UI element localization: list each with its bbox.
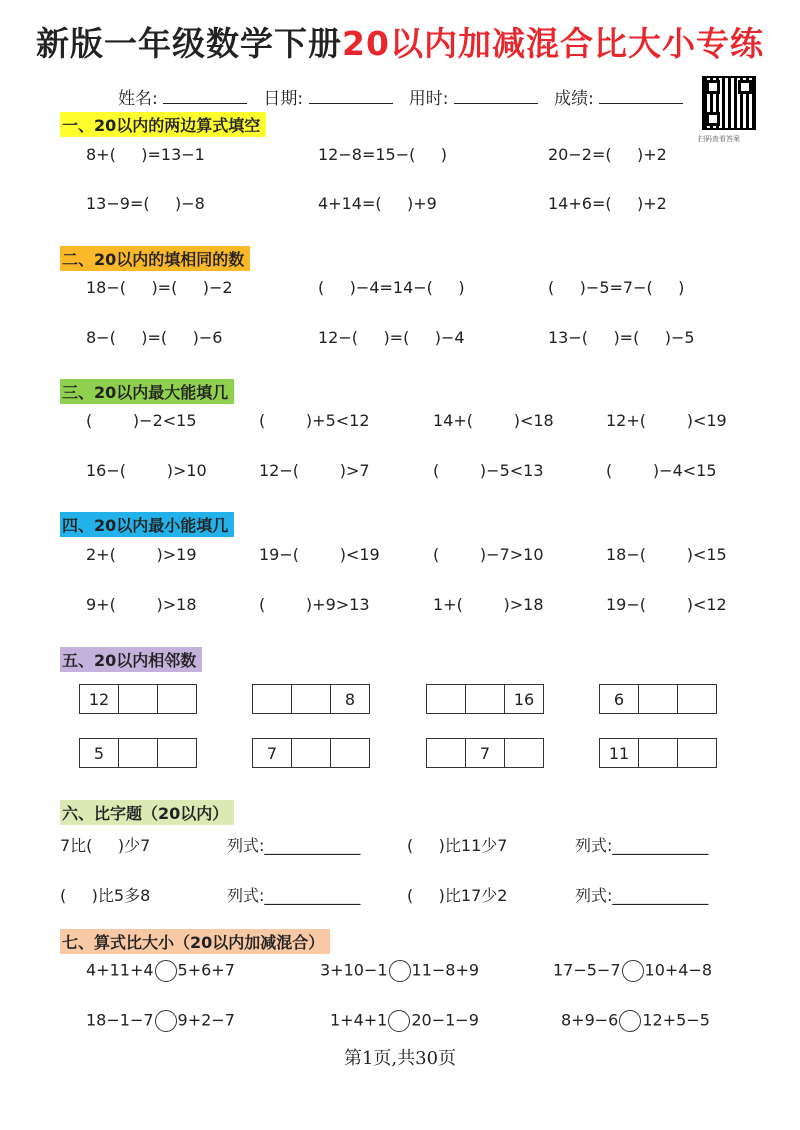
number-box[interactable]: 11	[599, 738, 639, 768]
number-box[interactable]	[638, 684, 678, 714]
problem: ( )−4=14−( )	[318, 278, 465, 297]
number-box[interactable]: 16	[504, 684, 544, 714]
problem: 16−( )>10	[86, 461, 207, 480]
compare-circle[interactable]	[388, 1010, 410, 1032]
equation-blank[interactable]: 列式:____________	[227, 836, 361, 855]
qr-caption: 扫码查看答案	[698, 135, 740, 143]
word-problem: ( )比5多8	[60, 886, 151, 905]
neighbor-boxes	[80, 738, 197, 768]
section-5-title: 五、20以内相邻数	[60, 647, 202, 672]
problem: ( )−2<15	[86, 411, 197, 430]
word-problem: 7比( )少7	[60, 836, 151, 855]
number-box[interactable]	[157, 738, 197, 768]
date-field[interactable]	[309, 89, 393, 104]
number-box[interactable]: 12	[79, 684, 119, 714]
neighbor-boxes	[427, 738, 544, 768]
neighbor-boxes	[253, 738, 370, 768]
problem: ( )−5<13	[433, 461, 544, 480]
compare-problem: 8+9−6 12+5−5	[561, 1010, 710, 1032]
problem: 19−( )<12	[606, 595, 727, 614]
problem: ( )−7>10	[433, 545, 544, 564]
compare-circle[interactable]	[389, 960, 411, 982]
compare-problem: 18−1−7 9+2−7	[86, 1010, 235, 1032]
equation-blank[interactable]: 列式:____________	[227, 886, 361, 905]
compare-circle[interactable]	[619, 1010, 641, 1032]
compare-problem: 1+4+1 20−1−9	[330, 1010, 479, 1032]
number-box[interactable]	[677, 738, 717, 768]
name-field[interactable]	[163, 89, 247, 104]
number-box[interactable]	[426, 684, 466, 714]
compare-problem: 3+10−1 11−8+9	[320, 960, 479, 982]
problem: ( )+5<12	[259, 411, 370, 430]
problem: 4+14=( )+9	[318, 194, 437, 213]
number-box[interactable]	[291, 738, 331, 768]
problem: ( )−4<15	[606, 461, 717, 480]
problem: 12−8=15−( )	[318, 145, 448, 164]
problem: 8+( )=13−1	[86, 145, 205, 164]
equation-blank[interactable]: 列式:____________	[575, 886, 709, 905]
compare-problem: 17−5−7 10+4−8	[553, 960, 712, 982]
neighbor-boxes	[600, 684, 717, 714]
number-box[interactable]	[330, 738, 370, 768]
problem: 20−2=( )+2	[548, 145, 667, 164]
neighbor-boxes	[80, 684, 197, 714]
problem: 14+( )<18	[433, 411, 554, 430]
number-box[interactable]	[504, 738, 544, 768]
problem: ( )+9>13	[259, 595, 370, 614]
qr-code	[702, 76, 756, 130]
time-field[interactable]	[454, 89, 538, 104]
number-box[interactable]	[638, 738, 678, 768]
problem: 8−( )=( )−6	[86, 328, 223, 347]
problem: 13−( )=( )−5	[548, 328, 695, 347]
word-problem: ( )比11少7	[407, 836, 508, 855]
number-box[interactable]: 8	[330, 684, 370, 714]
problem: 13−9=( )−8	[86, 194, 205, 213]
equation-blank[interactable]: 列式:____________	[575, 836, 709, 855]
number-box[interactable]	[291, 684, 331, 714]
number-box[interactable]	[252, 684, 292, 714]
number-box[interactable]	[118, 684, 158, 714]
number-box[interactable]: 5	[79, 738, 119, 768]
problem: 18−( )=( )−2	[86, 278, 233, 297]
problem: 14+6=( )+2	[548, 194, 667, 213]
student-info: 姓名: 日期: 用时: 成绩:	[118, 84, 683, 109]
number-box[interactable]	[426, 738, 466, 768]
problem: 12−( )>7	[259, 461, 370, 480]
problem: 9+( )>18	[86, 595, 197, 614]
neighbor-boxes	[600, 738, 717, 768]
problem: 2+( )>19	[86, 545, 197, 564]
problem: 12−( )=( )−4	[318, 328, 465, 347]
compare-circle[interactable]	[155, 960, 177, 982]
number-box[interactable]: 7	[252, 738, 292, 768]
neighbor-boxes	[253, 684, 370, 714]
number-box[interactable]: 6	[599, 684, 639, 714]
score-field[interactable]	[599, 89, 683, 104]
section-7-title: 七、算式比大小（20以内加减混合）	[60, 929, 330, 954]
neighbor-boxes	[427, 684, 544, 714]
number-box[interactable]: 7	[465, 738, 505, 768]
page-title: 新版一年级数学下册20以内加减混合比大小专练	[36, 24, 764, 63]
page-footer: 第1页,共30页	[343, 1048, 457, 1069]
compare-circle[interactable]	[622, 960, 644, 982]
number-box[interactable]	[677, 684, 717, 714]
number-box[interactable]	[118, 738, 158, 768]
number-box[interactable]	[157, 684, 197, 714]
problem: 1+( )>18	[433, 595, 544, 614]
section-2-title: 二、20以内的填相同的数	[60, 246, 250, 271]
compare-problem: 4+11+4 5+6+7	[86, 960, 235, 982]
problem: 18−( )<15	[606, 545, 727, 564]
problem: 12+( )<19	[606, 411, 727, 430]
section-6-title: 六、比字题（20以内）	[60, 800, 234, 825]
word-problem: ( )比17少2	[407, 886, 508, 905]
section-1-title: 一、20以内的两边算式填空	[60, 112, 266, 137]
section-3-title: 三、20以内最大能填几	[60, 379, 234, 404]
number-box[interactable]	[465, 684, 505, 714]
problem: 19−( )<19	[259, 545, 380, 564]
compare-circle[interactable]	[155, 1010, 177, 1032]
problem: ( )−5=7−( )	[548, 278, 685, 297]
section-4-title: 四、20以内最小能填几	[60, 512, 234, 537]
